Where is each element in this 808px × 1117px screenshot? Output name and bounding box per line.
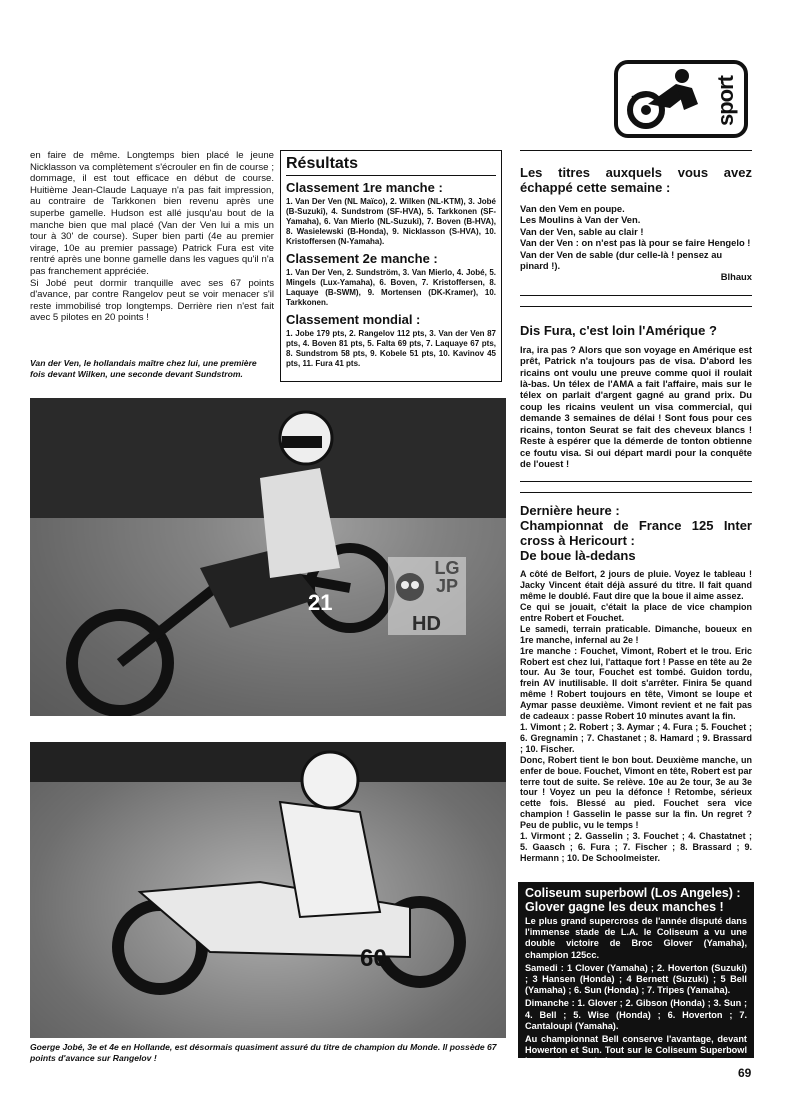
coliseum-box xyxy=(518,882,754,1067)
divider xyxy=(520,492,752,493)
derniere-paragraph: A côté de Belfort, 2 jours de pluie. Voyez le tableau ! Jacky Vincent était déjà assuré du titre. Il fait quand même le doublé. Faut dire que la boue il aime assez. xyxy=(520,569,752,602)
titres-heading: Les titres auxquels vous avez échappé cette semaine : xyxy=(520,165,752,195)
results-text-mondial: 1. Jobe 179 pts, 2. Rangelov 112 pts, 3. Van der Ven 87 pts, 4. Boven 81 pts, 5. Falta 69 pts, 7. Laquaye 67 pts, 8. Sundstrom 58 pts, 9. Kobele 51 pts, 10. Kavinov 45 pts, 11. Fura 41 pts. xyxy=(286,329,496,368)
divider xyxy=(520,295,752,296)
sport-logo xyxy=(614,60,748,138)
coliseum-paragraph: Le plus grand supercross de l'année disputé dans l'immense stade de L.A. le Coliseum a vu une double victoire de Broc Glover (Yamaha), champion 125cc. xyxy=(525,916,747,960)
titres-line: Van der Ven, sable au clair ! xyxy=(520,225,644,237)
titres-list xyxy=(520,203,752,283)
motocross-photo-icon-2 xyxy=(30,742,506,1038)
derniere-paragraph: Ce qui se jouait, c'était la place de vice champion entre Robert et Fouchet. xyxy=(520,602,752,623)
titres-line: Les Moulins à Van der Ven. xyxy=(520,214,641,226)
left-article-paragraph: en faire de même. Longtemps bien placé le jeune Nicklasson va complètement s'écrouler en fin de course ; dommage, il est tout efficace en début de course. Huitième Jean-Claude Laquaye n'a pas fait impression, au contraire de Tarkkonen bien revenu après une superbe gamelle. Hudson est allé jusqu'au bout de la manche bien que mal placé (Van der Ven lui a mis un tour à 30' de course). Super bien parti (4e au premier virage, 10e au premier passage) Patrick Fura est vite rentré après une bonne gamelle dans les vagues qu'il n'a pas franchement appréciée. xyxy=(30,150,274,277)
results-heading-manche1: Classement 1re manche : xyxy=(286,180,443,195)
derniere-heading-2: Championnat de France 125 Inter cross à Hericourt : xyxy=(520,518,752,549)
titres-line: Van der Ven de sable (dur celle-là ! pensez au pinard !). xyxy=(520,248,723,272)
derniere-paragraph: Le samedi, terrain praticable. Dimanche, boueux en 1re manche, infernal au 2e ! xyxy=(520,623,752,645)
watermark-line3: HD xyxy=(412,613,441,635)
derniere-paragraph: 1re manche : Fouchet, Vimont, Robert et le trou. Eric Robert est chez lui, l'attaque fort ! Passe en tête au 2e tour. Au 3e tour, Fouchet est tombé. Guidon tordu, frein AV inutilisable. Il doit s'arrêter. Finira 5e quand même ! Robert toujours en tête, Vimont se loupe et Aymar passe deuxième. Vimont revient et ne fait pas de cadeaux : passe Robert 10 minutes avant la fin. xyxy=(520,645,752,722)
titres-line: Van der Ven : on n'est pas là pour se faire Hengelo ! xyxy=(520,237,751,249)
page-number: 69 xyxy=(738,1066,752,1080)
divider xyxy=(520,481,752,482)
photo2-bike-number: 60 xyxy=(360,945,387,972)
coliseum-heading-2: Glover gagne les deux manches ! xyxy=(525,900,724,914)
results-text-manche2: 1. Van Der Ven, 2. Sundström, 3. Van Mierlo, 4. Jobé, 5. Mingels (Lux-Yamaha), 6. Boven, 7. Kristoffersen, 8. Laquaye (B-SWM), 9. Mortensen (DK-Kramer), 10. Tarkkonen. xyxy=(286,268,496,307)
watermark xyxy=(388,557,466,635)
derniere-paragraph: 1. Virmont ; 2. Gasselin ; 3. Fouchet ; 4. Chastatnet ; 5. Gaasch ; 6. Fura ; 7. Fischer ; 8. Brassard ; 9. Hermann ; 10. De Schoolmeister. xyxy=(520,831,752,863)
results-text-manche1: 1. Van Der Ven (NL Maïco), 2. Wilken (NL-KTM), 3. Jobé (B-Suzuki), 4. Sundstrom (SF-HVA), 5. Tarkkonen (SF-Yamaha), 6. Van Mierlo (NL-Suzuki), 7. Boven (B-HVA), 8. Wasielewski (B-Honda), 9. Nicklasson (S-HVA), 10. Kristoffersen (N-Yamaha). xyxy=(286,197,496,246)
right-column xyxy=(520,150,752,864)
watermark-line1: LG xyxy=(434,558,460,578)
photo1-caption: Van der Ven, le hollandais maître chez lui, une première fois devant Wilken, une seconde devant Sundstrom. xyxy=(30,358,257,379)
derniere-heading-3: De boue là-dedans xyxy=(520,548,636,564)
logo-label: sport xyxy=(713,76,738,126)
photo-jobe xyxy=(30,742,506,1038)
left-article xyxy=(30,150,274,324)
derniere-paragraph: Donc, Robert tient le bon bout. Deuxième manche, un enfer de boue. Fouchet, Vimont en tête, Robert est par terre tout de suite. Se relève. 10e au 2e tour, 3e au 3e tour ! Voyez un peu la défonce ! Retombe, sérieux cette fois. Blessé au pied. Fouchet sera vice champion ! Gasselin le passe sur la fin. Un regret ? Peu de public, vu le temps ! xyxy=(520,754,752,831)
titres-line: Van den Vem en poupe. xyxy=(520,203,625,214)
watermark-line2: JP xyxy=(435,576,459,596)
results-title: Résultats xyxy=(286,155,496,176)
derniere-paragraph: 1. Vimont ; 2. Robert ; 3. Aymar ; 4. Fura ; 5. Fouchet ; 6. Gregnamin ; 7. Chastanet ; 8. Hamard ; 9. Brassard ; 10. Fischer. xyxy=(520,722,752,754)
coliseum-heading-1: Coliseum superbowl (Los Angeles) : xyxy=(525,886,741,900)
coliseum-paragraph: Au championnat Bell conserve l'avantage, devant Howerton et Sun. Tout sur le Coliseum Superbowl la semaine prochaine... xyxy=(525,1034,747,1067)
results-heading-mondial: Classement mondial : xyxy=(286,312,421,327)
coliseum-paragraph: Dimanche : 1. Glover ; 2. Gibson (Honda) ; 3. Sun ; 4. Bell ; 5. Wise (Honda) ; 6. Hoverton ; 7. Cantaloupi (Yamaha). xyxy=(525,998,747,1031)
coliseum-paragraph: Samedi : 1 Clover (Yamaha) ; 2. Hoverton (Suzuki) ; 3 Hansen (Honda) ; 4 Bernett (Suzuki) ; 5 Bell (Yamaha) ; 6. Sun (Honda) ; 7. Tripes (Yamaha). xyxy=(525,962,747,996)
left-article-paragraph-2: Si Jobé peut dormir tranquille avec ses 67 points d'avance, par contre Rangelov peut se voir menacer s'il reste immobilisé trop longtemps. Derrière rien n'est fait avec 5 pilotes en 20 points ! xyxy=(30,277,274,324)
results-heading-manche2: Classement 2e manche : xyxy=(286,251,438,266)
photo1-bike-number: 21 xyxy=(308,590,333,615)
divider xyxy=(520,306,752,307)
fura-heading: Dis Fura, c'est loin l'Amérique ? xyxy=(520,322,717,338)
photo2-caption: Goerge Jobé, 3e et 4e en Hollande, est désormais quasiment assuré du titre de champion du Monde. Il possède 67 points d'avance sur Rangelov ! xyxy=(30,1042,497,1063)
fura-text: Ira, ira pas ? Alors que son voyage en Amérique est prêt, Patrick n'a toujours pas de visa. D'abord les ricains ont voulu une preuve comme quoi il roulait là-bas. Un télex de l'AMA a fait l'affaire, mais sur le télex on parlait d'argent gagné au grand prix. Du coup les ricains veulent un visa commercial, qui demande 3 semaines de délai ! Sont fous pour ces ricains, tonton Seurat se fait des cheveux blancs ! Reste à espérer que la démerde de tonton obtienne ce foutu visa. Si oui départ mardi pour la conquête de l'ouest ! xyxy=(520,343,752,469)
derniere-text xyxy=(520,569,752,863)
titres-signature: Blhaux xyxy=(720,271,752,283)
divider xyxy=(520,150,752,151)
results-box xyxy=(280,150,502,382)
derniere-heading-1: Dernière heure : xyxy=(520,503,620,519)
